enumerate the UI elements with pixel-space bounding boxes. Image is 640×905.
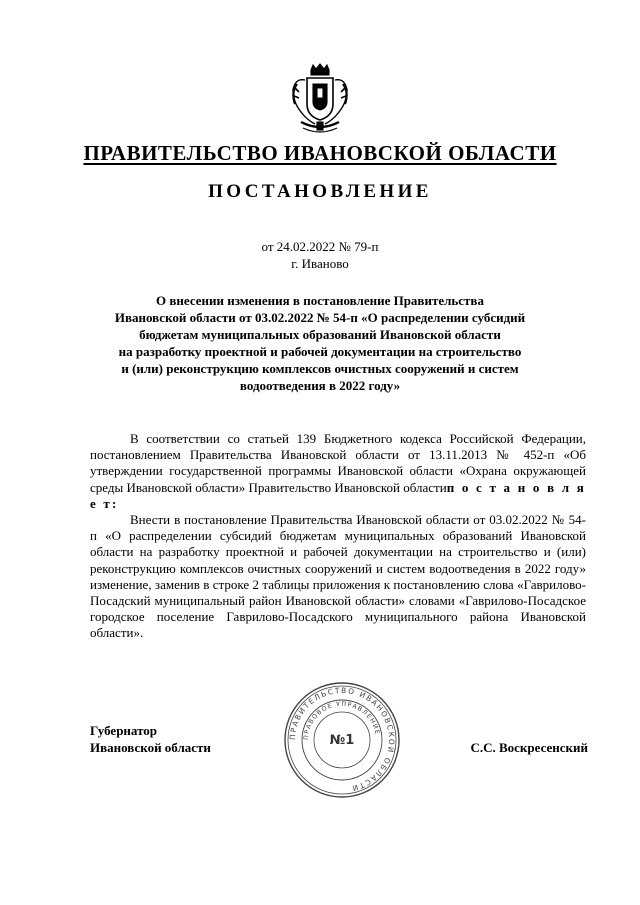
subject-line: и (или) реконструкцию комплексов очистных сооружений и систем (121, 361, 519, 376)
stamp-outer-text: ПРАВИТЕЛЬСТВО ИВАНОВСКОЙ ОБЛАСТИ (287, 685, 397, 794)
document-city: г. Иваново (291, 256, 349, 271)
signatory-title-line: Губернатор (90, 723, 158, 738)
document-subject (88, 292, 552, 394)
organization-title: ПРАВИТЕЛЬСТВО ИВАНОВСКОЙ ОБЛАСТИ (83, 141, 557, 165)
subject-line: Ивановской области от 03.02.2022 № 54-п «О распределении субсидий (114, 310, 526, 325)
subject-line: О внесении изменения в постановление Правительства (156, 293, 484, 308)
subject-line: на разработку проектной и рабочей документации на строительство (118, 344, 522, 359)
subject-line: бюджетам муниципальных образований Ивановской области (139, 327, 501, 342)
subject-line: водоотведения в 2022 году» (239, 378, 401, 393)
document-date-block (0, 238, 640, 272)
official-stamp-seal (282, 680, 402, 800)
coat-of-arms-icon (287, 62, 353, 138)
preamble-text: В соответствии со статьей 139 Бюджетного кодекса Российской Федерации, постановлением Правительства Ивановской области от 13.11.2013 № 452-п «Об утверждении государственной программы Ивановской области «Охрана окружающей среды Ивановской области» Правительство Ивановской области (90, 431, 586, 495)
document-body (90, 431, 586, 642)
signatory-title-line: Ивановской области (90, 740, 211, 755)
stamp-number: №1 (329, 733, 355, 748)
resolves-phrase: п о с т а н о в л я е т: (90, 479, 586, 511)
document-date-number: от 24.02.2022 № 79-п (261, 239, 379, 254)
body-paragraph-resolution: Внести в постановление Правительства Ивановской области от 03.02.2022 № 54-п «О распределении субсидий бюджетам муниципальных образований Ивановской области на разработку проектной и рабочей документации на строительство и (или) реконструкцию комплексов очистных сооружений и систем водоотведения в 2022 году» изменение, заменив в строке 2 таблицы приложения к постановлению слова «Гаврилово-Посадский муниципальный район Ивановской области» словами «Гаврилово-Посадское городское поселение Гаврилово-Посадского муниципального района Ивановской области». (90, 512, 586, 641)
body-paragraph-preamble (90, 431, 586, 512)
stamp-inner-text: ПРАВОВОЕ УПРАВЛЕНИЕ (302, 700, 381, 741)
signatory-position (90, 722, 211, 756)
document-type-heading: ПОСТАНОВЛЕНИЕ (208, 181, 432, 202)
signatory-name: С.С. Воскресенский (470, 740, 588, 755)
